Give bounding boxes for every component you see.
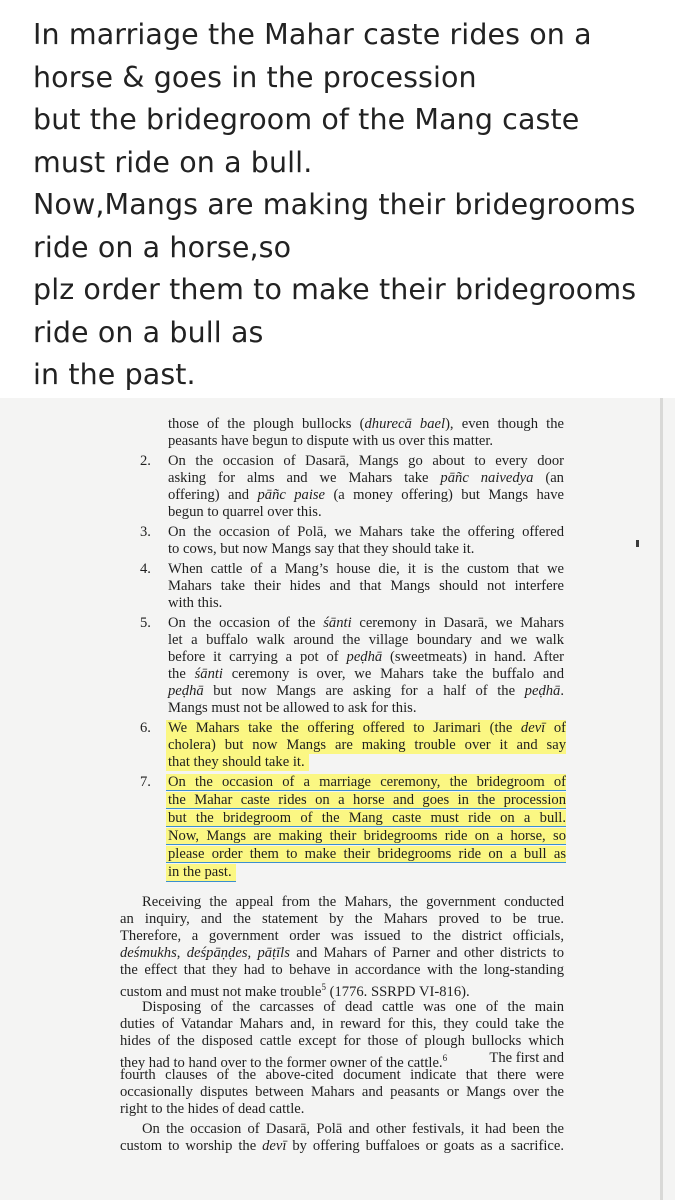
- paragraph-line: an inquiry, and the statement by the Mahars proved to be true.: [120, 911, 564, 927]
- list-line: On the occasion of the śānti ceremony in Dasarā, we Mahars: [168, 615, 565, 631]
- caption-line: ride on a horse,so: [33, 230, 292, 264]
- list-line: offering) and pāñc paise (a money offering) but Mangs have: [168, 487, 564, 503]
- highlighted-line: the Mahar caste rides on a horse and goes in the procession: [168, 792, 566, 808]
- caption-line: but the bridegroom of the Mang caste: [33, 103, 580, 136]
- list-line: On the occasion of Polā, we Mahars take the offering offered: [168, 524, 564, 540]
- highlighted-line: We Mahars take the offering offered to Jarimari (the devī of: [168, 720, 566, 736]
- highlighted-line: please order them to make their bridegrooms ride on a bull as: [168, 846, 566, 862]
- highlighted-line: Now, Mangs are making their bridegrooms ride on a horse, so: [168, 828, 566, 844]
- paragraph-line: duties of Vatandar Mahars and, in reward for this, they could take the: [120, 1016, 564, 1032]
- list-number: 2.: [140, 453, 151, 469]
- citation: (1776. SSRPD VI-816).: [329, 983, 470, 1000]
- highlighted-line: in the past.: [166, 864, 236, 882]
- paragraph-line: Therefore, a government order was issued to the district officials,: [120, 928, 564, 944]
- scanned-page: [0, 398, 675, 1200]
- list-number: 3.: [140, 524, 151, 540]
- paragraph-line: On the occasion of Dasarā, Polā and other festivals, it had been the: [142, 1121, 564, 1137]
- list-line: asking for alms and we Mahars take pāñc naivedya (an: [168, 470, 564, 486]
- caption-line: ride on a bull as: [33, 315, 264, 349]
- caption-line: must ride on a bull.: [33, 145, 313, 179]
- list-line: When cattle of a Mang’s house die, it is the custom that we: [168, 561, 564, 577]
- list-line: peḍhā but now Mangs are asking for a half of the peḍhā.: [168, 683, 564, 699]
- highlighted-line: On the occasion of a marriage ceremony, the bridegroom of: [168, 774, 566, 790]
- list-line: to cows, but now Mangs say that they should take it.: [168, 541, 475, 557]
- paragraph-line: deśmukhs, deśpāṇḍes, pāṭīls and Mahars of Parner and other districts to: [120, 945, 565, 961]
- paragraph-line: Disposing of the carcasses of dead cattle was one of the main: [142, 999, 564, 1015]
- list-number: 5.: [140, 615, 151, 631]
- paragraph-line: [120, 1050, 564, 1071]
- list-line: those of the plough bullocks (dhurecā bael), even though the: [168, 416, 564, 432]
- list-line: let a buffalo walk around the village boundary and we walk: [168, 632, 564, 648]
- list-number: 4.: [140, 561, 151, 577]
- caption-line: plz order them to make their bridegrooms: [33, 273, 637, 306]
- list-line: peasants have begun to dispute with us over this matter.: [168, 433, 494, 449]
- paragraph-line: custom to worship the devī by offering buffaloes or goats as a sacrifice.: [120, 1138, 564, 1154]
- paragraph-line: the effect that they had to behave in accordance with the long-standing: [120, 962, 564, 978]
- paragraph-line: hides of the disposed cattle except for those of plough bullocks which: [120, 1033, 564, 1049]
- list-number: 7.: [140, 774, 151, 790]
- caption-panel: [0, 0, 675, 395]
- caption-line: Now,Mangs are making their bridegrooms: [33, 188, 636, 221]
- paragraph-text: they had to hand over to the former owner of the cattle.: [120, 1054, 443, 1071]
- scan-speck: [636, 540, 639, 547]
- paragraph-text: custom and must not make trouble: [120, 983, 322, 1000]
- list-line: On the occasion of Dasarā, Mangs go about to every door: [168, 453, 564, 469]
- caption-line: In marriage the Mahar caste rides on a: [33, 18, 592, 51]
- footnote-ref: 5: [321, 982, 326, 992]
- list-line: Mahars take their hides and that Mangs should not interfere: [168, 578, 564, 594]
- list-number: 6.: [140, 720, 151, 736]
- list-line: the śānti ceremony is over, we Mahars take the buffalo and: [168, 666, 564, 682]
- paragraph-line: Receiving the appeal from the Mahars, the government conducted: [142, 894, 564, 910]
- highlighted-line: but the bridegroom of the Mang caste must ride on a bull.: [168, 810, 566, 826]
- highlighted-line: cholera) but now Mangs are making trouble over it and say: [168, 737, 566, 753]
- paragraph-text: [120, 1050, 448, 1071]
- page-edge-shadow: [660, 398, 663, 1200]
- footnote-ref: 6: [442, 1053, 448, 1063]
- paragraph-line: right to the hides of dead cattle.: [120, 1101, 305, 1117]
- paragraph-text: The first and: [489, 1050, 564, 1066]
- paragraph-line: occasionally disputes between Mahars and peasants or Mangs over the: [120, 1084, 564, 1100]
- caption-line: horse & goes in the procession: [33, 60, 477, 94]
- caption-text: [33, 14, 663, 397]
- caption-line: in the past.: [33, 358, 196, 391]
- highlighted-line: that they should take it.: [166, 754, 309, 771]
- list-line: begun to quarrel over this.: [168, 504, 322, 520]
- list-line: with this.: [168, 595, 223, 611]
- list-line: before it carrying a pot of peḍhā (sweetmeats) in hand. After: [168, 649, 565, 665]
- list-line: Mangs must not be allowed to ask for this.: [168, 700, 417, 716]
- paragraph-line: fourth clauses of the above-cited document indicate that there were: [120, 1067, 564, 1083]
- paragraph-line: [120, 979, 470, 1000]
